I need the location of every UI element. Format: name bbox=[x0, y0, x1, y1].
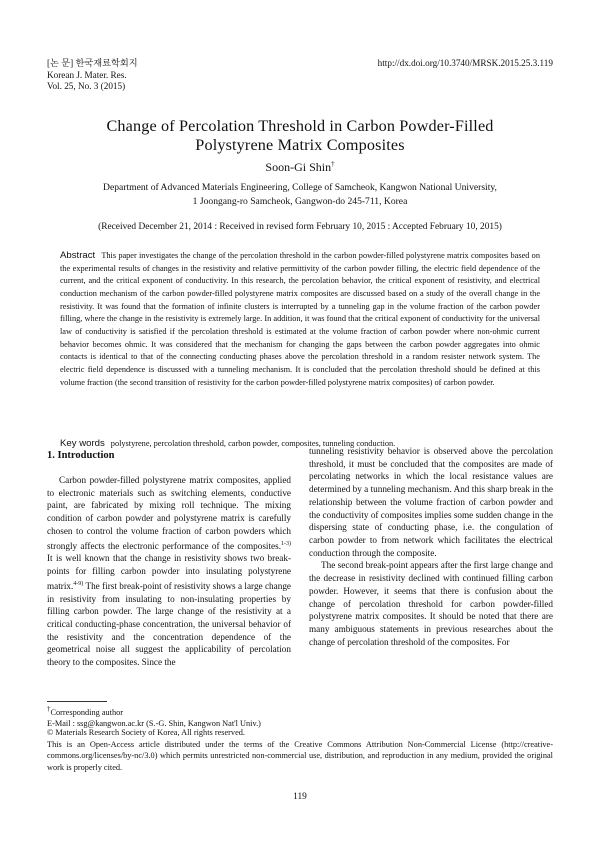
affiliation-line-1: Department of Advanced Materials Engineering, College of Samcheok, Kangwon National University, bbox=[103, 182, 497, 193]
intro-paragraph-1 bbox=[47, 474, 291, 669]
author bbox=[0, 160, 600, 175]
section-heading-introduction: 1. Introduction bbox=[47, 450, 115, 461]
footnote-mark: † bbox=[47, 706, 51, 713]
author-name: Soon-Gi Shin bbox=[265, 160, 332, 174]
copyright-line: © Materials Research Society of Korea, All rights reserved. bbox=[47, 728, 245, 737]
citation-1-3: 1-3) bbox=[281, 540, 291, 547]
keywords-text: polystyrene, percolation threshold, carbon powder, composites, tunneling conduction. bbox=[110, 439, 396, 448]
intro-text-b: It is well known that the change in resistivity shows two break-points for filling carbon powder into insulating polystyrene matrix. bbox=[47, 553, 291, 591]
journal-korean-label: [논 문] 한국재료학회지 bbox=[47, 58, 138, 68]
journal-name: Korean J. Mater. Res. bbox=[47, 69, 127, 80]
intro-text-a: Carbon powder-filled polystyrene matrix composites, applied to electronic materials such as switching elements, conductive paint, are fabricated by mixing roll technique. The mixing condition of carbon powder and polystyrene matrix is carefully chosen to control the volume fraction of carbon powders which strongly affects the electronic performance of the composites. bbox=[47, 475, 291, 551]
page-number: 119 bbox=[293, 792, 307, 802]
right-column bbox=[309, 445, 553, 649]
author-mark: † bbox=[331, 160, 335, 168]
intro-text-c: The first break-point of resistivity shows a large change in resistivity from insulating to non-insulating properties by filling carbon powder. The large change of the resistivity at a critical conducting-phase concentration, the universal behavior of the resistivity and the concentration dependence of the geometrical noise all suggest the applicability of percolation theory to the composites. Since the bbox=[47, 580, 291, 668]
corresponding-author bbox=[47, 704, 553, 718]
title-line-2: Polystyrene Matrix Composites bbox=[195, 136, 405, 154]
journal-volume: Vol. 25, No. 3 (2015) bbox=[47, 81, 126, 91]
received-dates: (Received December 21, 2014 : Received in revised form February 10, 2015 : Accepted February 10, 2015) bbox=[98, 222, 502, 232]
title-line-1: Change of Percolation Threshold in Carbon Powder-Filled bbox=[106, 117, 494, 135]
left-column bbox=[47, 474, 291, 669]
corresponding-label: Corresponding author bbox=[50, 707, 124, 717]
keywords-label: Key words bbox=[60, 438, 105, 449]
citation-4-9: 4-9) bbox=[73, 580, 84, 587]
intro-paragraph-2: The second break-point appears after the first large change and the decrease in resistivity declined with continued filling carbon powder. However, it seems that there is confusion about the change of percolation threshold for carbon powder-filled polystyrene matrix composites. It should be noted that there are many ambiguous statements in previous researches about the change of percolation threshold of the composites. For bbox=[309, 560, 553, 647]
abstract-text: This paper investigates the change of the percolation threshold in the carbon powder-filled polystyrene matrix composites based on the experimental results of changes in the resistivity and relative permittivity of the carbon powder filling, the electric field dependence of the current, and the critical exponent of conductivity. In this research, the percolation behavior, the critical exponent of resistivity, and electrical conduction mechanism of the carbon powder-filled polystyrene matrix composites are discussed based on a study of the overall change in the resistivity. It was found that the formation of infinite clusters is interrupted by a tunneling gap in the volume fraction of the carbon powder filling, where the change in the resistivity is extremely large. In addition, it was found that the critical exponent of conductivity for the universal law of conductivity is satisfied if the percolation threshold is estimated at the volume fraction of carbon powder where non-ohmic current behavior becomes ohmic. It was considered that the mechanism for changing the gaps between the carbon powder aggregates into ohmic contacts is identical to that of the connecting conducting phases above the percolation threshold in a random resister network system. The electric field dependence is discussed with a tunneling mechanism. It is concluded that the percolation threshold should be defined at this volume fraction (the second transition of resistivity for the carbon powder-filled polystyrene matrix composites) of carbon powder. bbox=[60, 251, 540, 387]
affiliation bbox=[0, 181, 600, 209]
doi-link[interactable]: http://dx.doi.org/10.3740/MRSK.2015.25.3.119 bbox=[377, 58, 553, 68]
copyright-notice bbox=[47, 727, 553, 773]
license-text: This is an Open-Access article distributed under the terms of the Creative Commons Attribution Non-Commercial License (http://creative-commons.org/licenses/by-nc/3.0) which permits unrestricted non-commercial use, distribution, and reproduction in any medium, provided the original work is properly cited. bbox=[47, 739, 553, 772]
abstract-label: Abstract bbox=[60, 250, 96, 261]
journal-header bbox=[47, 58, 138, 93]
affiliation-line-2: 1 Joongang-ro Samcheok, Gangwon-do 245-711, Korea bbox=[192, 196, 408, 207]
intro-paragraph-continued: tunneling resistivity behavior is observed above the percolation threshold, it must be concluded that the composites are made of percolating networks in which the local resistance values are determined by a tunneling mechanism. And this sharp break in the relationship between the volume fraction of carbon powder and the conductivity of composites implies some sudden change in the dispersing state of conducting phase, i.e. the congulation of carbon powder to from network which facilitates the electrical conduction through the composite. bbox=[309, 446, 553, 558]
footnote-divider bbox=[47, 701, 107, 702]
paper-title bbox=[40, 117, 560, 155]
author-email: E-Mail : ssg@kangwon.ac.kr (S.-G. Shin, Kangwon Nat'l Univ.) bbox=[47, 719, 261, 729]
abstract bbox=[60, 250, 540, 389]
